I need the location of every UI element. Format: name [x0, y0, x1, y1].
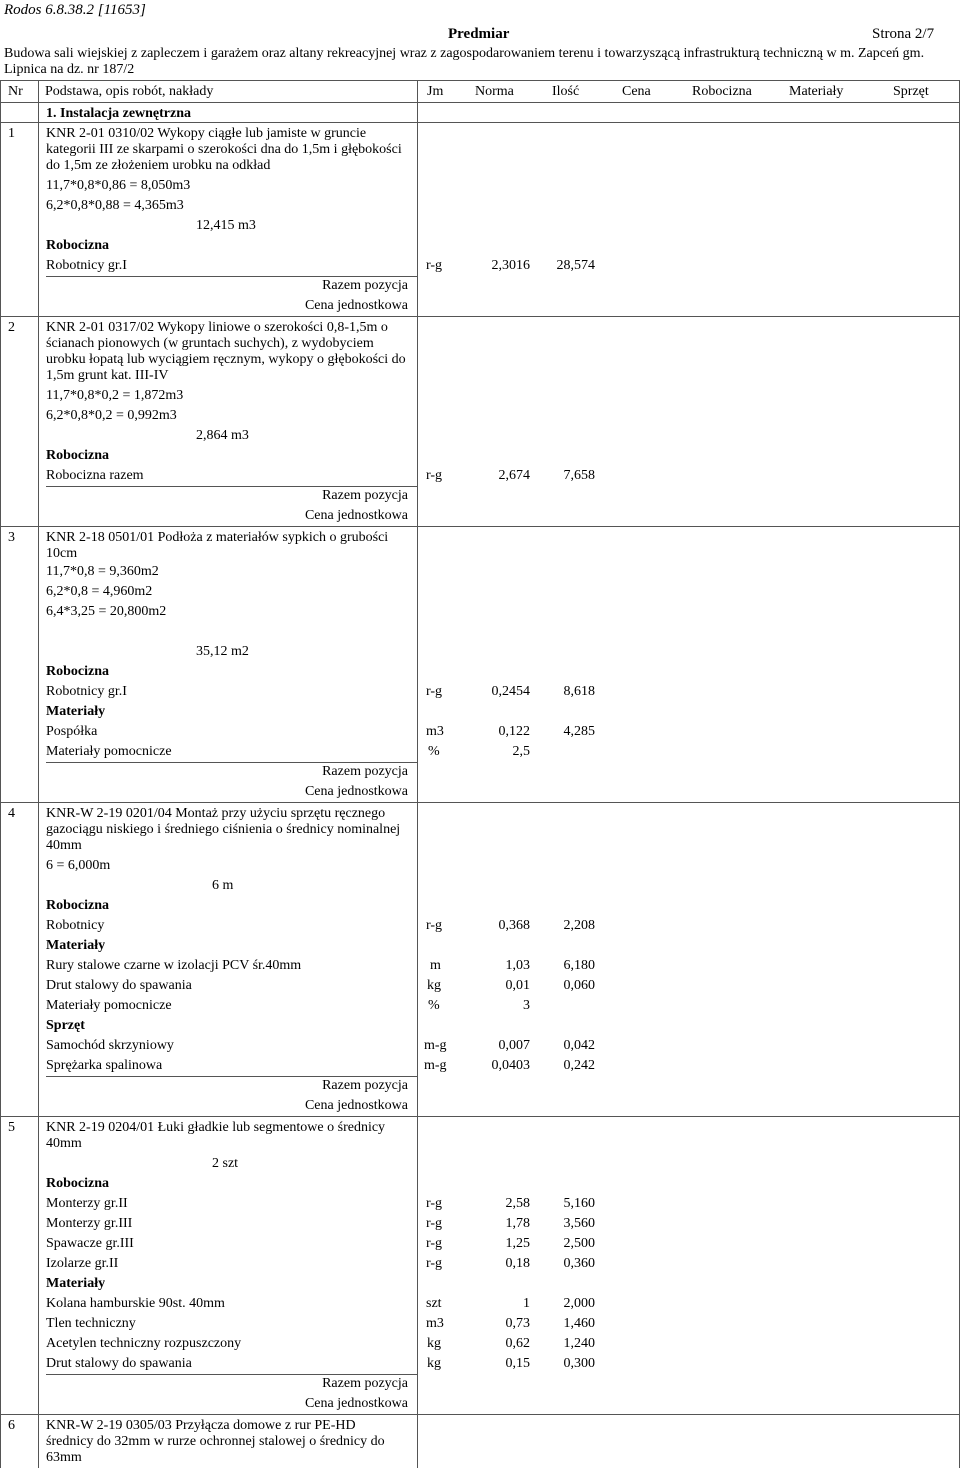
resource-ilosc: 0,360 — [563, 1256, 595, 1271]
item-nr: 6 — [8, 1418, 15, 1433]
resource-jm: m-g — [424, 1058, 447, 1073]
resource-name: Rury stalowe czarne w izolacji PCV śr.40mm — [46, 958, 302, 973]
cena-jednostkowa: Cena jednostkowa — [304, 1396, 408, 1411]
razem-pozycja: Razem pozycja — [322, 488, 408, 503]
resource-ilosc: 2,000 — [563, 1296, 595, 1311]
calc-line: 11,7*0,8 = 9,360m2 — [46, 564, 159, 579]
razem-pozycja: Razem pozycja — [322, 278, 408, 293]
resource-name: Izolarze gr.II — [46, 1256, 119, 1271]
col-header-desc: Podstawa, opis robót, nakłady — [45, 84, 214, 99]
calc-line: 11,7*0,8*0,2 = 1,872m3 — [46, 388, 184, 403]
resource-name: Acetylen techniczny rozpuszczony — [46, 1336, 242, 1351]
resource-name: Materiały pomocnicze — [46, 744, 172, 759]
item-total: 35,12 m2 — [196, 644, 249, 659]
group-label: Robocizna — [46, 238, 109, 253]
resource-name: Robocizna razem — [46, 468, 144, 483]
resource-jm: r-g — [426, 468, 443, 483]
col-header-norma: Norma — [475, 84, 514, 99]
resource-name: Robotnicy gr.I — [46, 258, 127, 273]
resource-norma: 1,78 — [505, 1216, 530, 1231]
page-number: Strona 2/7 — [872, 26, 935, 42]
group-label: Materiały — [46, 704, 106, 719]
resource-name: Materiały pomocnicze — [46, 998, 172, 1013]
calc-line: 6,4*3,25 = 20,800m2 — [46, 604, 167, 619]
group-label: Sprzęt — [46, 1018, 85, 1033]
resource-ilosc: 5,160 — [563, 1196, 595, 1211]
resource-norma: 1 — [523, 1296, 530, 1311]
item-total: 2 szt — [212, 1156, 239, 1171]
item-total: 6 m — [212, 878, 234, 893]
resource-jm: r-g — [426, 258, 443, 273]
group-label: Robocizna — [46, 1176, 109, 1191]
doc-title: Predmiar — [448, 26, 510, 42]
group-label: Materiały — [46, 938, 106, 953]
group-label: Robocizna — [46, 448, 109, 463]
resource-name: Robotnicy gr.I — [46, 684, 127, 699]
item-nr: 1 — [8, 126, 15, 141]
resource-name: Robotnicy — [46, 918, 105, 933]
resource-jm: r-g — [426, 918, 443, 933]
resource-ilosc: 8,618 — [563, 684, 595, 699]
item-nr: 4 — [8, 806, 15, 821]
resource-jm: szt — [426, 1296, 442, 1311]
resource-ilosc: 0,300 — [563, 1356, 595, 1371]
project-line-1: Budowa sali wiejskiej z zapleczem i garażem oraz altany rekreacyjnej wraz z zagospodarowaniem terenu i towarzyszącą infrastrukturą techniczną w m. Zapceń gm. — [4, 46, 925, 61]
item-title: KNR 2-01 0310/02 Wykopy ciągłe lub jamiste w gruncie kategorii III ze skarpami o szerokości dna do 1,5m i głębokości do 1,5m ze złożeniem urobku na odkład — [46, 126, 402, 173]
resource-ilosc: 2,500 — [563, 1236, 595, 1251]
resource-name: Monterzy gr.III — [46, 1216, 133, 1231]
resource-jm: r-g — [426, 1236, 443, 1251]
resource-name: Spawacze gr.III — [46, 1236, 134, 1251]
resource-ilosc: 7,658 — [563, 468, 595, 483]
resource-norma: 0,73 — [505, 1316, 530, 1331]
resource-ilosc: 0,060 — [563, 978, 595, 993]
resource-ilosc: 4,285 — [563, 724, 595, 739]
calc-line: 6,2*0,8*0,2 = 0,992m3 — [46, 408, 177, 423]
resource-norma: 0,62 — [505, 1336, 530, 1351]
item-total: 2,864 m3 — [196, 428, 249, 443]
razem-pozycja: Razem pozycja — [322, 1376, 408, 1391]
col-header-sprzet: Sprzęt — [893, 84, 929, 99]
resource-norma: 0,122 — [498, 724, 530, 739]
resource-norma: 3 — [523, 998, 530, 1013]
resource-jm: r-g — [426, 684, 443, 699]
cena-jednostkowa: Cena jednostkowa — [304, 508, 408, 523]
resource-jm: kg — [427, 1356, 441, 1371]
resource-norma: 0,2454 — [491, 684, 530, 699]
resource-norma: 0,368 — [498, 918, 530, 933]
col-header-jm: Jm — [427, 84, 444, 99]
resource-norma: 1,03 — [505, 958, 530, 973]
group-label: Robocizna — [46, 898, 109, 913]
resource-name: Tlen techniczny — [46, 1316, 136, 1331]
cena-jednostkowa: Cena jednostkowa — [304, 784, 408, 799]
col-header-cena: Cena — [622, 84, 651, 99]
calc-line: 6,2*0,8 = 4,960m2 — [46, 584, 153, 599]
resource-jm: r-g — [426, 1196, 443, 1211]
resource-norma: 0,0403 — [491, 1058, 530, 1073]
item-title: KNR-W 2-19 0305/03 Przyłącza domowe z rur PE-HD średnicy do 32mm w rurze ochronnej stalowej o średnicy do 63mm — [46, 1418, 385, 1465]
resource-jm: r-g — [426, 1256, 443, 1271]
group-label: Materiały — [46, 1276, 106, 1291]
calc-line: 11,7*0,8*0,86 = 8,050m3 — [46, 178, 191, 193]
section-title: 1. Instalacja zewnętrzna — [46, 106, 192, 121]
resource-ilosc: 0,042 — [563, 1038, 595, 1053]
item-title: KNR 2-01 0317/02 Wykopy liniowe o szerokości 0,8-1,5m o ścianach pionowych (w gruntach suchych), z wydobyciem urobku łopatą lub wyciągiem ręcznym, wykopy o głębokości do 1,5m grunt kat. III-IV — [46, 320, 406, 383]
resource-name: Drut stalowy do spawania — [46, 978, 192, 993]
col-header-robocizna: Robocizna — [692, 84, 752, 99]
calc-line: 6 = 6,000m — [46, 858, 111, 873]
group-label: Robocizna — [46, 664, 109, 679]
resource-norma: 0,01 — [505, 978, 530, 993]
cena-jednostkowa: Cena jednostkowa — [304, 298, 408, 313]
resource-norma: 0,007 — [498, 1038, 530, 1053]
resource-norma: 0,18 — [505, 1256, 530, 1271]
resource-jm: r-g — [426, 1216, 443, 1231]
resource-jm: m3 — [426, 724, 444, 739]
resource-name: Monterzy gr.II — [46, 1196, 128, 1211]
resource-name: Kolana hamburskie 90st. 40mm — [46, 1296, 225, 1311]
resource-norma: 2,5 — [512, 744, 530, 759]
item-title: KNR 2-18 0501/01 Podłoża z materiałów sypkich o grubości 10cm — [46, 530, 389, 561]
app-version: Rodos 6.8.38.2 [11653] — [4, 2, 146, 18]
resource-ilosc: 1,240 — [563, 1336, 595, 1351]
resource-jm: m3 — [426, 1316, 444, 1331]
resource-name: Drut stalowy do spawania — [46, 1356, 192, 1371]
resource-name: Sprężarka spalinowa — [46, 1058, 163, 1073]
razem-pozycja: Razem pozycja — [322, 764, 408, 779]
item-nr: 2 — [8, 320, 15, 335]
resource-ilosc: 28,574 — [556, 258, 595, 273]
razem-pozycja: Razem pozycja — [322, 1078, 408, 1093]
resource-jm: kg — [427, 1336, 441, 1351]
resource-ilosc: 1,460 — [563, 1316, 595, 1331]
resource-jm: % — [428, 744, 440, 759]
resource-norma: 1,25 — [505, 1236, 530, 1251]
resource-name: Pospółka — [46, 724, 98, 739]
resource-jm: kg — [427, 978, 441, 993]
cena-jednostkowa: Cena jednostkowa — [304, 1098, 408, 1113]
project-line-2: Lipnica na dz. nr 187/2 — [4, 62, 135, 77]
resource-norma: 2,3016 — [491, 258, 530, 273]
resource-jm: m-g — [424, 1038, 447, 1053]
resource-ilosc: 0,242 — [563, 1058, 595, 1073]
resource-ilosc: 2,208 — [563, 918, 595, 933]
item-total: 12,415 m3 — [196, 218, 256, 233]
resource-jm: % — [428, 998, 440, 1013]
calc-line: 6,2*0,8*0,88 = 4,365m3 — [46, 198, 184, 213]
resource-norma: 2,674 — [498, 468, 530, 483]
item-nr: 3 — [8, 530, 15, 545]
col-header-ilosc: Ilość — [552, 84, 580, 99]
item-title: KNR-W 2-19 0201/04 Montaż przy użyciu sprzętu ręcznego gazociągu niskiego i średniego ciśnienia o średnicy nominalnej 40mm — [46, 806, 401, 853]
resource-norma: 2,58 — [505, 1196, 530, 1211]
resource-norma: 0,15 — [505, 1356, 530, 1371]
resource-name: Samochód skrzyniowy — [46, 1038, 174, 1053]
col-header-nr: Nr — [8, 84, 23, 99]
resource-jm: m — [430, 958, 441, 973]
resource-ilosc: 3,560 — [563, 1216, 595, 1231]
item-nr: 5 — [8, 1120, 15, 1135]
col-header-materialy: Materiały — [789, 84, 844, 99]
item-title: KNR 2-19 0204/01 Łuki gładkie lub segmentowe o średnicy 40mm — [46, 1120, 386, 1151]
resource-ilosc: 6,180 — [563, 958, 595, 973]
